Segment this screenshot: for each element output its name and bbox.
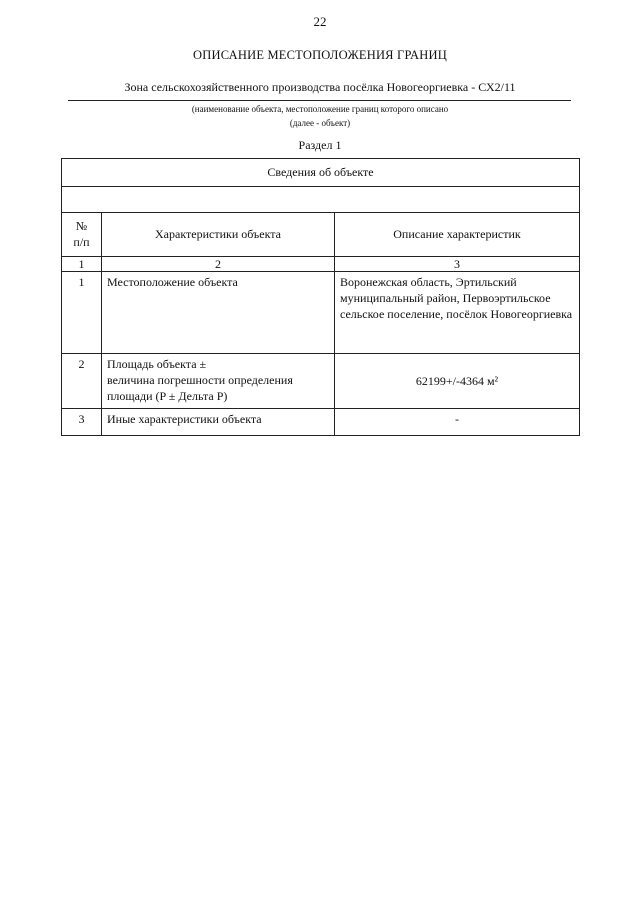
row-characteristic: Местоположение объекта [102, 271, 335, 353]
row-number: 3 [62, 408, 102, 435]
area-label-line3: площади (P ± Дельта P) [107, 388, 228, 403]
header-number-cell [62, 213, 102, 256]
header-number-abbr: п/п [73, 235, 90, 250]
page-number: 22 [313, 14, 327, 29]
section-title: Раздел 1 [298, 138, 342, 152]
area-value: 62199+/-4364 м² [335, 353, 580, 408]
object-name-note-line1: (наименование объекта, местоположение границ которого описано [191, 104, 449, 114]
header-characteristics: Характеристики объекта [102, 213, 335, 256]
row-number: 1 [62, 271, 102, 353]
document-title: ОПИСАНИЕ МЕСТОПОЛОЖЕНИЯ ГРАНИЦ [193, 48, 447, 62]
table-caption: Сведения об объекте [62, 159, 579, 187]
column-number-3: 3 [335, 256, 580, 271]
table-header-row [62, 213, 579, 256]
header-number-sign: № [75, 219, 88, 234]
object-name: Зона сельскохозяйственного производства посёлка Новогеоргиевка - СХ2/11 [124, 80, 516, 94]
object-info-table [61, 158, 580, 436]
object-name-note-line2: (далее - объект) [289, 118, 351, 128]
row-characteristic [102, 353, 335, 408]
column-number-2: 2 [102, 256, 335, 271]
table-row [62, 353, 579, 408]
column-numbers-row [62, 256, 579, 271]
row-characteristic: Иные характеристики объекта [102, 408, 335, 435]
header-description: Описание характеристик [335, 213, 580, 256]
characteristics-table [62, 213, 579, 435]
row-description: - [335, 408, 580, 435]
underline-divider [68, 100, 571, 101]
row-number: 2 [62, 353, 102, 408]
area-label-line1: Площадь объекта ± [107, 356, 207, 371]
area-label-line2: величина погрешности определения [107, 372, 293, 387]
table-blank-row [62, 187, 579, 213]
column-number-1: 1 [62, 256, 102, 271]
row-description: Воронежская область, Эртильский муниципальный район, Первоэртильское сельское поселение, посёлок Новогеоргиевка [335, 271, 580, 353]
table-row [62, 271, 579, 353]
table-row [62, 408, 579, 435]
